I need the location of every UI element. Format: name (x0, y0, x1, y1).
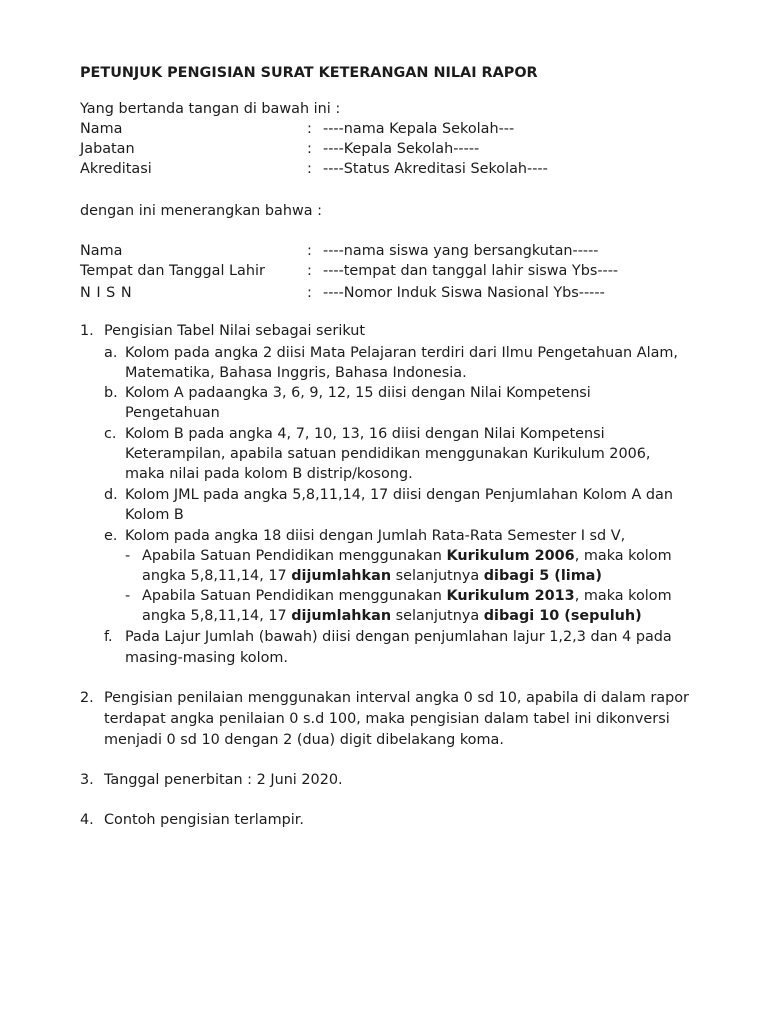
sub-item-letter-f: f. (104, 629, 113, 645)
sub-item-letter-c: c. (104, 426, 117, 442)
list-item-text: terdapat angka penilaian 0 s.d 100, maka pengisian dalam tabel ini dikonversi (104, 711, 670, 727)
signer-position-value: ----Kepala Sekolah----- (323, 141, 480, 157)
sub-item-text: Matematika, Bahasa Inggris, Bahasa Indonesia. (125, 365, 467, 381)
sub-item-text: Pada Lajur Jumlah (bawah) diisi dengan penjumlahan lajur 1,2,3 dan 4 pada (125, 629, 672, 645)
bullet-text-line: angka 5,8,11,14, 17 dijumlahkan selanjutnya dibagi 5 (lima) (142, 568, 602, 584)
document-title: PETUNJUK PENGISIAN SURAT KETERANGAN NILAI RAPOR (80, 65, 538, 81)
bullet-dash: - (125, 548, 131, 564)
signer-accreditation-colon: : (307, 161, 312, 177)
sub-item-text: masing-masing kolom. (125, 650, 288, 666)
signer-position-colon: : (307, 141, 312, 157)
student-nisn-value: ----Nomor Induk Siswa Nasional Ybs----- (323, 285, 605, 301)
student-name-value: ----nama siswa yang bersangkutan----- (323, 243, 599, 259)
sub-item-text: Pengetahuan (125, 405, 220, 421)
student-birth-colon: : (307, 263, 312, 279)
sub-item-letter-a: a. (104, 345, 118, 361)
signer-name-label: Nama (80, 121, 123, 137)
sub-item-text: Kolom pada angka 18 diisi dengan Jumlah Rata-Rata Semester I sd V, (125, 528, 626, 544)
sub-item-letter-b: b. (104, 385, 118, 401)
list-item-text: Contoh pengisian terlampir. (104, 812, 304, 828)
sub-item-letter-d: d. (104, 487, 118, 503)
sub-item-text: Kolom A padaangka 3, 6, 9, 12, 15 diisi dengan Nilai Kompetensi (125, 385, 591, 401)
student-nisn-label: N I S N (80, 285, 133, 301)
bullet-text-line: Apabila Satuan Pendidikan menggunakan Kurikulum 2006, maka kolom (142, 548, 672, 564)
list-item-number: 1. (80, 323, 94, 339)
student-birth-label: Tempat dan Tanggal Lahir (80, 263, 265, 279)
sub-item-text: maka nilai pada kolom B distrip/kosong. (125, 466, 413, 482)
statement-text: dengan ini menerangkan bahwa : (80, 203, 322, 219)
student-birth-value: ----tempat dan tanggal lahir siswa Ybs---- (323, 263, 619, 279)
bullet-text-line: angka 5,8,11,14, 17 dijumlahkan selanjutnya dibagi 10 (sepuluh) (142, 608, 642, 624)
list-item-text: menjadi 0 sd 10 dengan 2 (dua) digit dibelakang koma. (104, 732, 504, 748)
student-nisn-colon: : (307, 285, 312, 301)
sub-item-text: Kolom pada angka 2 diisi Mata Pelajaran terdiri dari Ilmu Pengetahuan Alam, (125, 345, 679, 361)
list-item-number: 2. (80, 690, 94, 706)
student-name-colon: : (307, 243, 312, 259)
list-item-number: 4. (80, 812, 94, 828)
list-item-text: Tanggal penerbitan : 2 Juni 2020. (104, 772, 343, 788)
list-item-text: Pengisian penilaian menggunakan interval angka 0 sd 10, apabila di dalam rapor (104, 690, 689, 706)
signer-position-label: Jabatan (80, 141, 135, 157)
student-name-label: Nama (80, 243, 123, 259)
bullet-text-line: Apabila Satuan Pendidikan menggunakan Kurikulum 2013, maka kolom (142, 588, 672, 604)
signer-name-colon: : (307, 121, 312, 137)
signer-accreditation-label: Akreditasi (80, 161, 152, 177)
signer-accreditation-value: ----Status Akreditasi Sekolah---- (323, 161, 548, 177)
signer-name-value: ----nama Kepala Sekolah--- (323, 121, 515, 137)
sub-item-text: Kolom JML pada angka 5,8,11,14, 17 diisi dengan Penjumlahan Kolom A dan (125, 487, 673, 503)
sub-item-text: Kolom B pada angka 4, 7, 10, 13, 16 diisi dengan Nilai Kompetensi (125, 426, 605, 442)
bullet-dash: - (125, 588, 131, 604)
intro-text: Yang bertanda tangan di bawah ini : (80, 101, 341, 117)
sub-item-text: Keterampilan, apabila satuan pendidikan menggunakan Kurikulum 2006, (125, 446, 651, 462)
sub-item-letter-e: e. (104, 528, 118, 544)
sub-item-text: Kolom B (125, 507, 184, 523)
list-item-number: 3. (80, 772, 94, 788)
list-item-text: Pengisian Tabel Nilai sebagai serikut (104, 323, 365, 339)
